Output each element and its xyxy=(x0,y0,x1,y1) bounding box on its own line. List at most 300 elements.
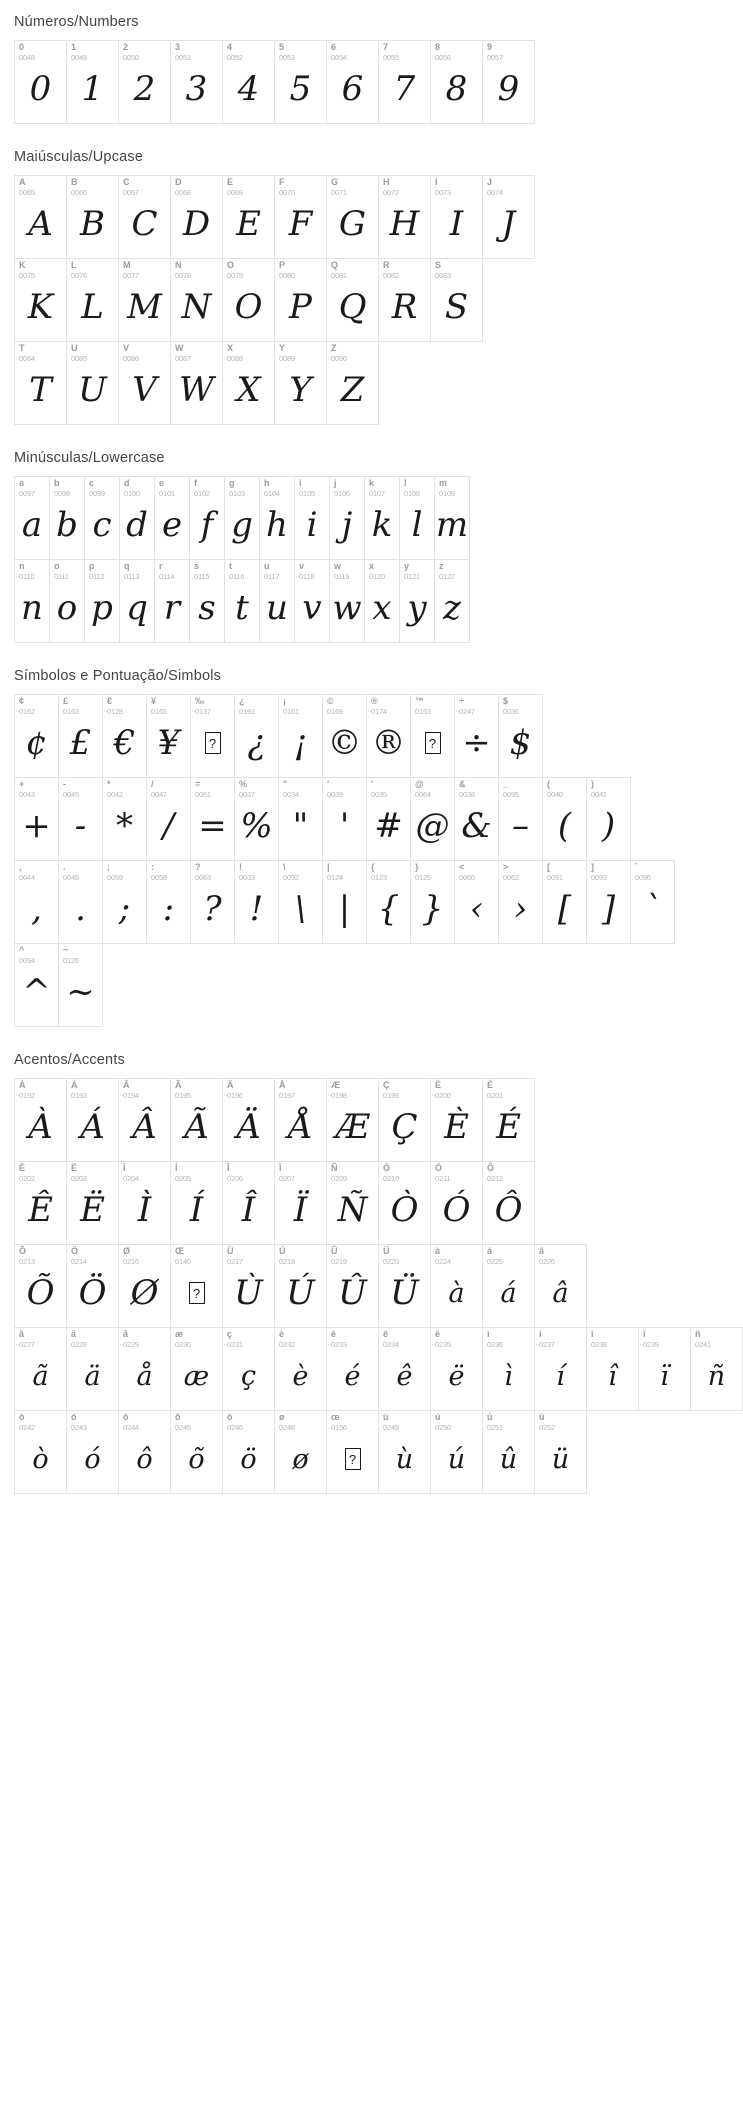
glyph-cell[interactable] xyxy=(274,40,327,124)
glyph-char-label: Æ xyxy=(331,1080,340,1090)
glyph-cell[interactable] xyxy=(66,1244,119,1328)
glyph-cell[interactable] xyxy=(586,777,631,861)
glyph-code: 0120 xyxy=(369,572,385,581)
glyph-cell[interactable] xyxy=(170,175,223,259)
glyph-char-label: í xyxy=(539,1329,542,1339)
glyph-preview: n xyxy=(21,588,43,629)
glyph-preview: ! xyxy=(249,889,264,930)
glyph-meta xyxy=(67,1411,118,1432)
glyph-preview: S xyxy=(444,287,469,328)
glyph-cell[interactable] xyxy=(638,1327,691,1411)
glyph-code: 0128 xyxy=(107,707,123,716)
glyph-cell[interactable] xyxy=(482,1410,535,1494)
glyph-preview: d xyxy=(126,505,148,546)
glyph-cell[interactable] xyxy=(482,175,535,259)
glyph-cell[interactable] xyxy=(690,1327,743,1411)
glyph-cell[interactable] xyxy=(66,341,119,425)
glyph-code: 0201 xyxy=(487,1091,503,1100)
glyph-cell[interactable] xyxy=(14,777,59,861)
glyph-cell[interactable] xyxy=(534,1327,587,1411)
glyph-preview: t xyxy=(235,588,249,629)
glyph-preview: û xyxy=(499,1443,518,1475)
glyph-preview: F xyxy=(288,204,313,245)
glyph-cell[interactable] xyxy=(170,341,223,425)
glyph-cell[interactable] xyxy=(49,476,85,560)
glyph-cell[interactable] xyxy=(118,258,171,342)
glyph-preview: Ì xyxy=(137,1190,152,1231)
glyph-cell[interactable] xyxy=(58,694,103,778)
glyph-cell[interactable] xyxy=(14,1410,67,1494)
glyph-cell[interactable] xyxy=(14,40,67,124)
glyph-cell[interactable] xyxy=(378,1078,431,1162)
glyph-code: 0117 xyxy=(264,572,280,581)
glyph-cell[interactable] xyxy=(66,1161,119,1245)
glyph-meta xyxy=(15,1328,66,1349)
glyph-cell[interactable] xyxy=(410,777,455,861)
glyph-cell[interactable] xyxy=(14,175,67,259)
glyph-cell[interactable] xyxy=(434,559,470,643)
glyph-char-label: Á xyxy=(71,1080,78,1090)
glyph-char-label: Ú xyxy=(279,1246,286,1256)
glyph-cell[interactable] xyxy=(222,1410,275,1494)
glyph-meta xyxy=(367,861,410,882)
glyph-preview: + xyxy=(22,806,51,847)
glyph-cell[interactable] xyxy=(278,777,323,861)
glyph-cell[interactable] xyxy=(534,1410,587,1494)
glyph-code: 0238 xyxy=(591,1340,607,1349)
glyph-cell[interactable] xyxy=(14,1161,67,1245)
glyph-char-label: Â xyxy=(123,1080,130,1090)
glyph-cell[interactable] xyxy=(434,476,470,560)
glyph-char-label: n xyxy=(19,561,25,571)
glyph-cell[interactable] xyxy=(498,777,543,861)
glyph-cell[interactable] xyxy=(49,559,85,643)
glyph-char-label: ó xyxy=(71,1412,77,1422)
glyph-cell[interactable] xyxy=(542,777,587,861)
glyph-cell[interactable] xyxy=(278,860,323,944)
glyph-meta xyxy=(119,1079,170,1100)
glyph-cell[interactable] xyxy=(378,1161,431,1245)
glyph-char-label: ï xyxy=(643,1329,646,1339)
glyph-code: 0098 xyxy=(54,489,70,498)
glyph-cell[interactable] xyxy=(410,694,455,778)
glyph-cell[interactable] xyxy=(170,1244,223,1328)
glyph-cell[interactable] xyxy=(322,860,367,944)
glyph-meta xyxy=(431,41,482,62)
glyph-cell[interactable] xyxy=(102,860,147,944)
glyph-cell[interactable] xyxy=(66,1327,119,1411)
glyph-code: 0209 xyxy=(331,1174,347,1183)
glyph-code: 0060 xyxy=(459,873,475,882)
glyph-meta xyxy=(225,477,259,498)
glyph-char-label: - xyxy=(63,779,66,789)
glyph-cell[interactable] xyxy=(14,694,59,778)
glyph-cell[interactable] xyxy=(66,175,119,259)
glyph-char-label: < xyxy=(459,862,465,872)
glyph-cell[interactable] xyxy=(58,943,103,1027)
glyph-char-label: k xyxy=(369,478,375,488)
missing-glyph-icon: ? xyxy=(345,1448,361,1470)
glyph-cell[interactable] xyxy=(234,777,279,861)
glyph-meta xyxy=(327,41,378,62)
glyph-cell[interactable] xyxy=(58,860,103,944)
glyph-cell[interactable] xyxy=(222,258,275,342)
glyph-meta xyxy=(50,477,84,498)
glyph-cell[interactable] xyxy=(66,1078,119,1162)
glyph-cell[interactable] xyxy=(234,694,279,778)
glyph-preview: Ê xyxy=(28,1190,53,1231)
glyph-cell[interactable] xyxy=(586,860,631,944)
glyph-cell[interactable] xyxy=(170,258,223,342)
glyph-cell[interactable] xyxy=(364,559,400,643)
glyph-code: 0075 xyxy=(19,271,35,280)
glyph-meta xyxy=(155,560,189,581)
glyph-cell[interactable] xyxy=(190,694,235,778)
glyph-code: 0083 xyxy=(435,271,451,280)
glyph-cell[interactable] xyxy=(454,777,499,861)
glyph-cell[interactable] xyxy=(366,860,411,944)
glyph-preview: ' xyxy=(339,806,350,847)
glyph-cell[interactable] xyxy=(274,1327,327,1411)
glyph-cell[interactable] xyxy=(378,40,431,124)
glyph-cell[interactable] xyxy=(329,476,365,560)
glyph-preview: k xyxy=(371,505,393,546)
glyph-specimen-page xyxy=(14,14,726,1493)
glyph-cell[interactable] xyxy=(118,341,171,425)
glyph-code: 0236 xyxy=(487,1340,503,1349)
glyph-char-label: 7 xyxy=(383,42,389,52)
glyph-cell[interactable] xyxy=(14,860,59,944)
glyph-preview: 5 xyxy=(289,69,312,110)
glyph-cell[interactable] xyxy=(102,777,147,861)
glyph-code: 0140 xyxy=(175,1257,191,1266)
glyph-preview: è xyxy=(292,1360,309,1392)
glyph-cell[interactable] xyxy=(482,1327,535,1411)
glyph-char-label: x xyxy=(369,561,375,571)
glyph-preview: ] xyxy=(601,889,616,930)
glyph-cell[interactable] xyxy=(222,1244,275,1328)
glyph-preview: 8 xyxy=(445,69,468,110)
glyph-code: 0097 xyxy=(19,489,35,498)
glyph-grid xyxy=(14,476,647,642)
glyph-code: 0245 xyxy=(175,1423,191,1432)
glyph-char-label: t xyxy=(229,561,232,571)
glyph-preview: á xyxy=(500,1277,517,1309)
glyph-cell[interactable] xyxy=(274,258,327,342)
glyph-char-label: Ñ xyxy=(331,1163,338,1173)
glyph-cell[interactable] xyxy=(14,559,50,643)
glyph-cell[interactable] xyxy=(366,777,411,861)
glyph-cell[interactable] xyxy=(430,1161,483,1245)
glyph-char-label: 5 xyxy=(279,42,285,52)
glyph-char-label: æ xyxy=(175,1329,184,1339)
glyph-cell[interactable] xyxy=(430,1244,483,1328)
glyph-code: 0051 xyxy=(175,53,191,62)
glyph-cell[interactable] xyxy=(224,559,260,643)
glyph-cell[interactable] xyxy=(170,1078,223,1162)
missing-glyph-icon: ? xyxy=(205,732,221,754)
glyph-cell[interactable] xyxy=(118,1410,171,1494)
glyph-cell[interactable] xyxy=(326,40,379,124)
glyph-meta xyxy=(147,778,190,799)
glyph-cell[interactable] xyxy=(234,860,279,944)
glyph-cell[interactable] xyxy=(170,1161,223,1245)
glyph-cell[interactable] xyxy=(630,860,675,944)
glyph-preview: O xyxy=(234,287,263,328)
glyph-cell[interactable] xyxy=(118,1078,171,1162)
glyph-meta xyxy=(191,695,234,716)
glyph-cell[interactable] xyxy=(430,175,483,259)
glyph-cell[interactable] xyxy=(190,777,235,861)
glyph-preview: ÷ xyxy=(462,723,491,764)
glyph-cell[interactable] xyxy=(118,40,171,124)
glyph-cell[interactable] xyxy=(542,860,587,944)
glyph-cell[interactable] xyxy=(222,175,275,259)
glyph-cell[interactable] xyxy=(454,694,499,778)
glyph-cell[interactable] xyxy=(399,559,435,643)
glyph-cell[interactable] xyxy=(146,777,191,861)
glyph-char-label: ' xyxy=(327,779,330,789)
glyph-cell[interactable] xyxy=(222,1161,275,1245)
glyph-cell[interactable] xyxy=(326,1244,379,1328)
glyph-cell[interactable] xyxy=(410,860,455,944)
glyph-code: 0096 xyxy=(635,873,651,882)
glyph-cell[interactable] xyxy=(274,1161,327,1245)
glyph-cell[interactable] xyxy=(118,1161,171,1245)
glyph-cell[interactable] xyxy=(378,1327,431,1411)
glyph-meta xyxy=(171,41,222,62)
glyph-cell[interactable] xyxy=(66,1410,119,1494)
glyph-cell[interactable] xyxy=(378,1410,431,1494)
glyph-cell[interactable] xyxy=(278,694,323,778)
glyph-cell[interactable] xyxy=(170,40,223,124)
glyph-meta xyxy=(59,695,102,716)
glyph-meta xyxy=(499,778,542,799)
glyph-char-label: 1 xyxy=(71,42,77,52)
glyph-meta xyxy=(223,1245,274,1266)
glyph-meta xyxy=(235,695,278,716)
glyph-char-label: ) xyxy=(591,779,594,789)
glyph-cell[interactable] xyxy=(482,1161,535,1245)
glyph-meta xyxy=(411,861,454,882)
glyph-meta xyxy=(543,778,586,799)
glyph-code: 0214 xyxy=(71,1257,87,1266)
glyph-cell[interactable] xyxy=(14,1327,67,1411)
glyph-meta xyxy=(455,861,498,882)
glyph-code: 0195 xyxy=(175,1091,191,1100)
glyph-char-label: ä xyxy=(71,1329,77,1339)
glyph-cell[interactable] xyxy=(14,1078,67,1162)
glyph-code: 0137 xyxy=(195,707,211,716)
glyph-char-label: Å xyxy=(279,1080,286,1090)
glyph-char-label: H xyxy=(383,177,390,187)
glyph-preview: 1 xyxy=(81,69,104,110)
glyph-cell[interactable] xyxy=(430,1327,483,1411)
glyph-cell[interactable] xyxy=(14,341,67,425)
missing-glyph-icon: ? xyxy=(425,732,441,754)
glyph-cell[interactable] xyxy=(118,1327,171,1411)
glyph-cell[interactable] xyxy=(58,777,103,861)
glyph-preview: . xyxy=(75,889,86,930)
glyph-cell[interactable] xyxy=(154,559,190,643)
glyph-cell[interactable] xyxy=(322,694,367,778)
glyph-cell[interactable] xyxy=(326,258,379,342)
glyph-cell[interactable] xyxy=(378,258,431,342)
glyph-cell[interactable] xyxy=(326,341,379,425)
glyph-cell[interactable] xyxy=(274,1410,327,1494)
glyph-cell[interactable] xyxy=(222,1327,275,1411)
glyph-cell[interactable] xyxy=(118,1244,171,1328)
glyph-cell[interactable] xyxy=(294,476,330,560)
glyph-cell[interactable] xyxy=(430,1410,483,1494)
glyph-cell[interactable] xyxy=(14,476,50,560)
glyph-cell[interactable] xyxy=(430,258,483,342)
glyph-preview: Á xyxy=(80,1107,105,1148)
glyph-cell[interactable] xyxy=(498,694,543,778)
glyph-preview: ù xyxy=(395,1443,414,1475)
glyph-cell[interactable] xyxy=(430,1078,483,1162)
glyph-char-label: è xyxy=(279,1329,285,1339)
glyph-cell[interactable] xyxy=(454,860,499,944)
glyph-cell[interactable] xyxy=(378,175,431,259)
glyph-preview: | xyxy=(338,889,351,930)
glyph-cell[interactable] xyxy=(14,258,67,342)
glyph-cell[interactable] xyxy=(146,694,191,778)
glyph-preview: Ò xyxy=(390,1190,419,1231)
glyph-cell[interactable] xyxy=(119,559,155,643)
glyph-cell[interactable] xyxy=(14,1244,67,1328)
glyph-grid xyxy=(14,175,647,424)
glyph-cell[interactable] xyxy=(259,476,295,560)
glyph-meta xyxy=(223,1162,274,1183)
glyph-cell[interactable] xyxy=(14,943,59,1027)
glyph-cell[interactable] xyxy=(326,1327,379,1411)
glyph-cell[interactable] xyxy=(294,559,330,643)
glyph-cell[interactable] xyxy=(482,1244,535,1328)
glyph-code: 0250 xyxy=(435,1423,451,1432)
glyph-preview xyxy=(191,716,234,777)
glyph-cell[interactable] xyxy=(154,476,190,560)
glyph-cell[interactable] xyxy=(222,40,275,124)
glyph-cell[interactable] xyxy=(84,476,120,560)
glyph-preview: æ xyxy=(183,1360,210,1392)
glyph-cell[interactable] xyxy=(102,694,147,778)
glyph-meta xyxy=(327,176,378,197)
glyph-meta xyxy=(275,342,326,363)
glyph-cell[interactable] xyxy=(378,1244,431,1328)
glyph-preview: Æ xyxy=(335,1107,370,1148)
glyph-cell[interactable] xyxy=(119,476,155,560)
glyph-code: 0038 xyxy=(459,790,475,799)
glyph-preview: i xyxy=(306,505,318,546)
glyph-cell[interactable] xyxy=(326,175,379,259)
glyph-meta xyxy=(323,695,366,716)
glyph-cell[interactable] xyxy=(66,40,119,124)
glyph-cell[interactable] xyxy=(170,1327,223,1411)
glyph-cell[interactable] xyxy=(190,860,235,944)
glyph-preview: 2 xyxy=(133,69,156,110)
glyph-cell[interactable] xyxy=(222,341,275,425)
glyph-cell[interactable] xyxy=(366,694,411,778)
glyph-char-label: ! xyxy=(239,862,242,872)
glyph-cell[interactable] xyxy=(259,559,295,643)
glyph-cell[interactable] xyxy=(326,1410,379,1494)
glyph-meta xyxy=(120,477,154,498)
glyph-code: 0216 xyxy=(123,1257,139,1266)
glyph-char-label: * xyxy=(107,779,111,789)
glyph-meta xyxy=(67,1328,118,1349)
glyph-code: 0054 xyxy=(331,53,347,62)
glyph-preview: ö xyxy=(240,1443,257,1475)
glyph-code: 0219 xyxy=(331,1257,347,1266)
glyph-cell[interactable] xyxy=(274,175,327,259)
glyph-char-label: L xyxy=(71,260,77,270)
glyph-meta xyxy=(431,1411,482,1432)
glyph-meta xyxy=(171,176,222,197)
glyph-cell[interactable] xyxy=(84,559,120,643)
glyph-cell[interactable] xyxy=(534,1244,587,1328)
glyph-cell[interactable] xyxy=(399,476,435,560)
glyph-char-label: å xyxy=(123,1329,129,1339)
glyph-code: 0204 xyxy=(123,1174,139,1183)
glyph-code: 0082 xyxy=(383,271,399,280)
glyph-cell[interactable] xyxy=(498,860,543,944)
glyph-cell[interactable] xyxy=(222,1078,275,1162)
glyph-code: 0052 xyxy=(227,53,243,62)
glyph-cell[interactable] xyxy=(170,1410,223,1494)
glyph-meta xyxy=(103,778,146,799)
glyph-cell[interactable] xyxy=(482,1078,535,1162)
glyph-cell[interactable] xyxy=(118,175,171,259)
glyph-code: 0106 xyxy=(334,489,350,498)
glyph-code: 0198 xyxy=(331,1091,347,1100)
glyph-cell[interactable] xyxy=(326,1161,379,1245)
glyph-grid xyxy=(14,1078,726,1493)
glyph-meta xyxy=(147,695,190,716)
glyph-meta xyxy=(483,1245,534,1266)
glyph-char-label: J xyxy=(487,177,493,187)
glyph-code: 0232 xyxy=(279,1340,295,1349)
glyph-cell[interactable] xyxy=(430,40,483,124)
glyph-char-label: À xyxy=(19,1080,26,1090)
glyph-cell[interactable] xyxy=(224,476,260,560)
glyph-meta xyxy=(535,1328,586,1349)
glyph-meta xyxy=(431,176,482,197)
glyph-preview: ê xyxy=(396,1360,413,1392)
glyph-code: 0153 xyxy=(415,707,431,716)
glyph-cell[interactable] xyxy=(274,341,327,425)
glyph-cell[interactable] xyxy=(586,1327,639,1411)
glyph-cell[interactable] xyxy=(66,258,119,342)
glyph-cell[interactable] xyxy=(274,1078,327,1162)
glyph-cell[interactable] xyxy=(364,476,400,560)
glyph-char-label: @ xyxy=(415,779,424,789)
glyph-cell[interactable] xyxy=(274,1244,327,1328)
glyph-char-label: œ xyxy=(331,1412,340,1422)
glyph-cell[interactable] xyxy=(329,559,365,643)
glyph-char-label: e xyxy=(159,478,165,488)
glyph-char-label: A xyxy=(19,177,26,187)
glyph-cell[interactable] xyxy=(482,40,535,124)
glyph-cell[interactable] xyxy=(189,559,225,643)
glyph-row xyxy=(14,258,647,341)
glyph-code: 0192 xyxy=(19,1091,35,1100)
glyph-cell[interactable] xyxy=(189,476,225,560)
glyph-char-label: X xyxy=(227,343,234,353)
glyph-cell[interactable] xyxy=(322,777,367,861)
glyph-cell[interactable] xyxy=(146,860,191,944)
glyph-cell[interactable] xyxy=(326,1078,379,1162)
